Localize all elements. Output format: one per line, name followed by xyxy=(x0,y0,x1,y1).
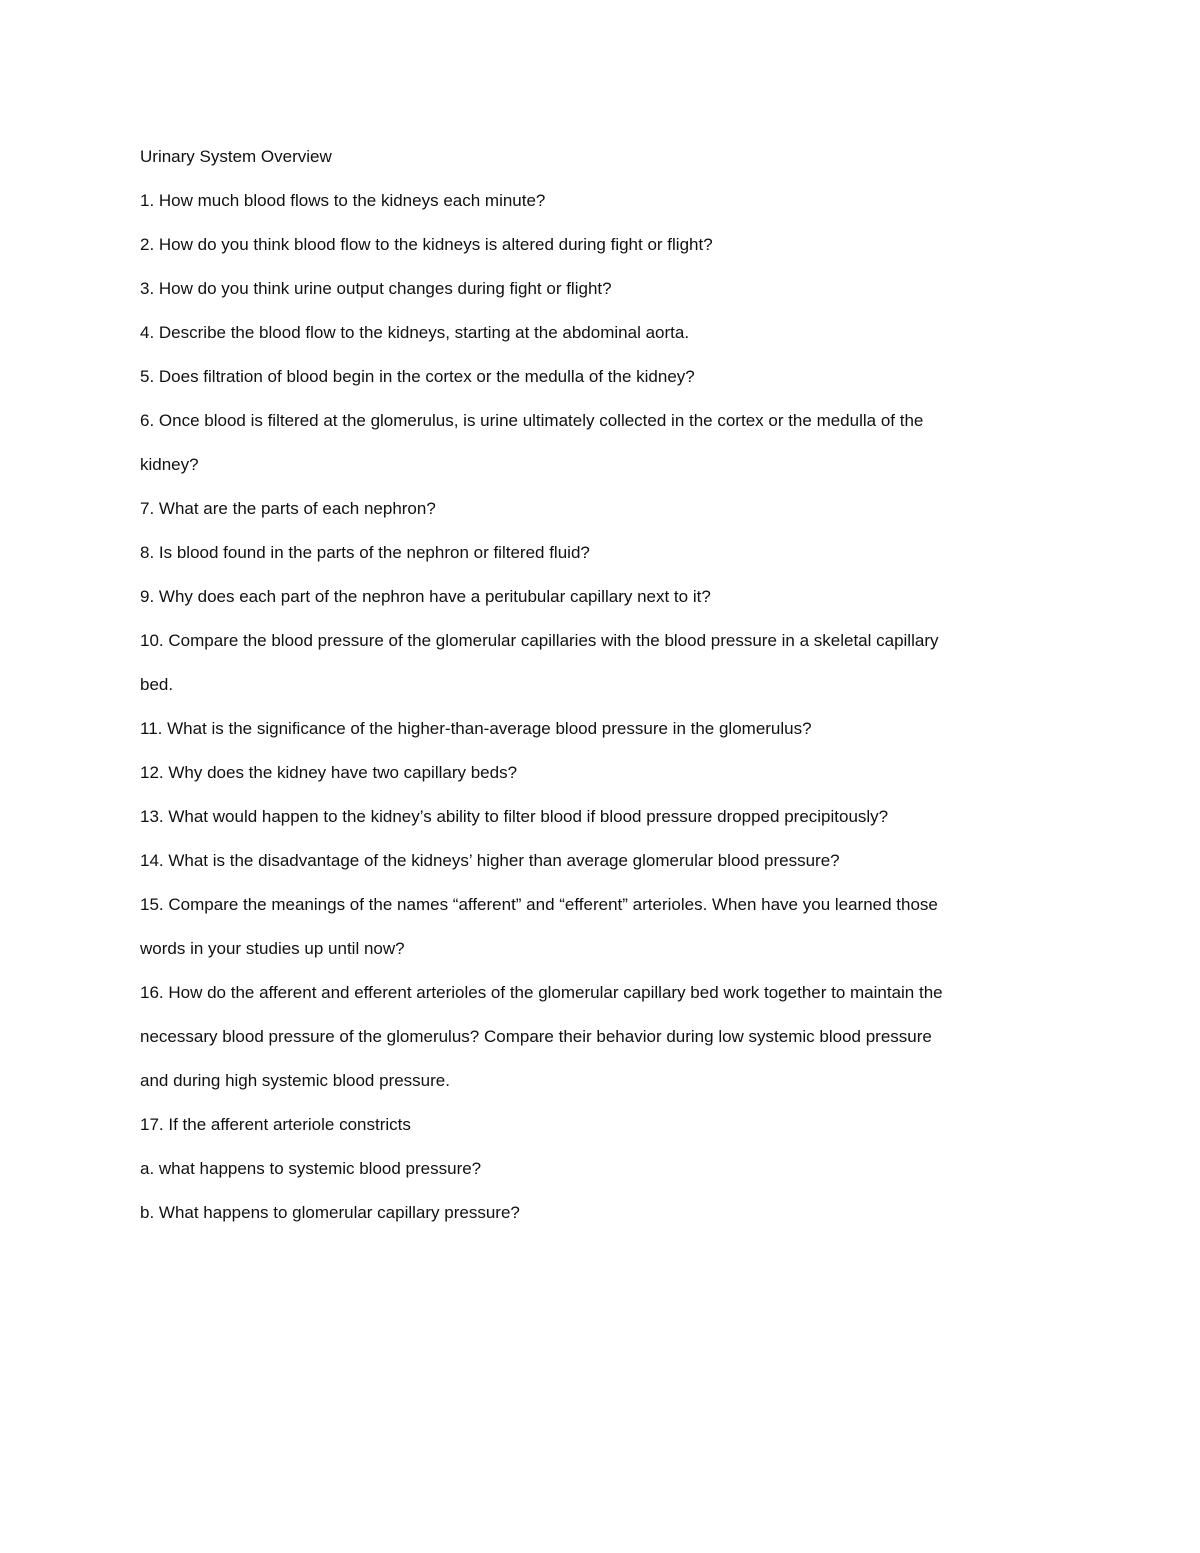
question-15: 15. Compare the meanings of the names “afferent” and “efferent” arterioles. When have you learned those xyxy=(140,895,938,914)
question-10: 10. Compare the blood pressure of the glomerular capillaries with the blood pressure in a skeletal capillary xyxy=(140,631,939,650)
question-16-continued-1: necessary blood pressure of the glomerulus? Compare their behavior during low systemic blood pressure xyxy=(140,1027,932,1046)
question-6-continued: kidney? xyxy=(140,455,199,474)
document-title: Urinary System Overview xyxy=(140,147,332,166)
question-1: 1. How much blood flows to the kidneys each minute? xyxy=(140,191,546,210)
document-content xyxy=(140,143,1050,1243)
question-17b: b. What happens to glomerular capillary pressure? xyxy=(140,1203,520,1222)
question-3: 3. How do you think urine output changes during fight or flight? xyxy=(140,279,612,298)
question-11: 11. What is the significance of the higher-than-average blood pressure in the glomerulus? xyxy=(140,719,812,738)
question-15-continued: words in your studies up until now? xyxy=(140,939,405,958)
question-17: 17. If the afferent arteriole constricts xyxy=(140,1115,411,1134)
question-4: 4. Describe the blood flow to the kidneys, starting at the abdominal aorta. xyxy=(140,323,690,342)
question-6: 6. Once blood is filtered at the glomerulus, is urine ultimately collected in the cortex or the medulla of the xyxy=(140,411,924,430)
question-8: 8. Is blood found in the parts of the nephron or filtered fluid? xyxy=(140,543,590,562)
question-10-continued: bed. xyxy=(140,675,174,694)
question-2: 2. How do you think blood flow to the kidneys is altered during fight or flight? xyxy=(140,235,713,254)
question-16: 16. How do the afferent and efferent arterioles of the glomerular capillary bed work together to maintain the xyxy=(140,983,943,1002)
question-5: 5. Does filtration of blood begin in the cortex or the medulla of the kidney? xyxy=(140,367,695,386)
question-9: 9. Why does each part of the nephron have a peritubular capillary next to it? xyxy=(140,587,711,606)
question-13: 13. What would happen to the kidney’s ability to filter blood if blood pressure dropped precipitously? xyxy=(140,807,889,826)
question-12: 12. Why does the kidney have two capillary beds? xyxy=(140,763,518,782)
question-14: 14. What is the disadvantage of the kidneys’ higher than average glomerular blood pressure? xyxy=(140,851,840,870)
question-7: 7. What are the parts of each nephron? xyxy=(140,499,436,518)
question-17a: a. what happens to systemic blood pressure? xyxy=(140,1159,482,1178)
question-16-continued-2: and during high systemic blood pressure. xyxy=(140,1071,450,1090)
